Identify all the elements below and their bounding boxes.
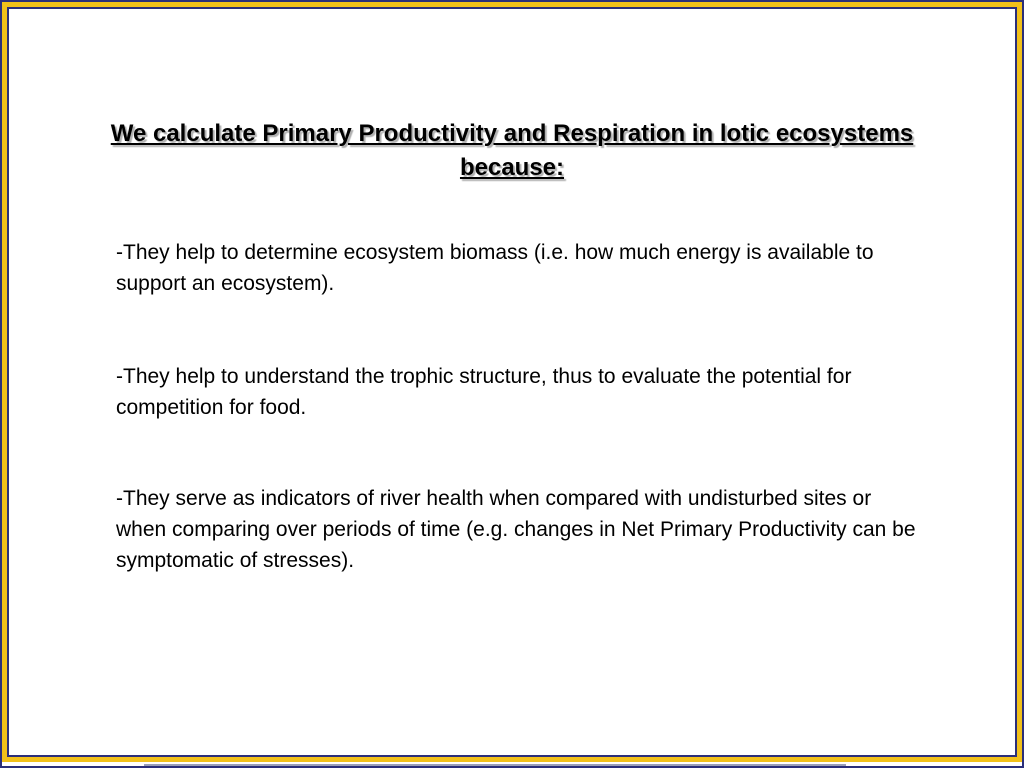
bullet-trophic-structure: -They help to understand the trophic structure, thus to evaluate the potential for competition for food.: [116, 365, 852, 419]
slide-title: We calculate Primary Productivity and Respiration in lotic ecosystems because:: [110, 120, 914, 181]
bullet-river-health: -They serve as indicators of river health when compared with undisturbed sites or when comparing over periods of time (e.g. changes in Net Primary Productivity can be symptomatic of stresses).: [116, 487, 916, 572]
bottom-divider: [144, 764, 846, 766]
bullet-biomass: -They help to determine ecosystem biomass (i.e. how much energy is available to support an ecosystem).: [116, 241, 874, 295]
